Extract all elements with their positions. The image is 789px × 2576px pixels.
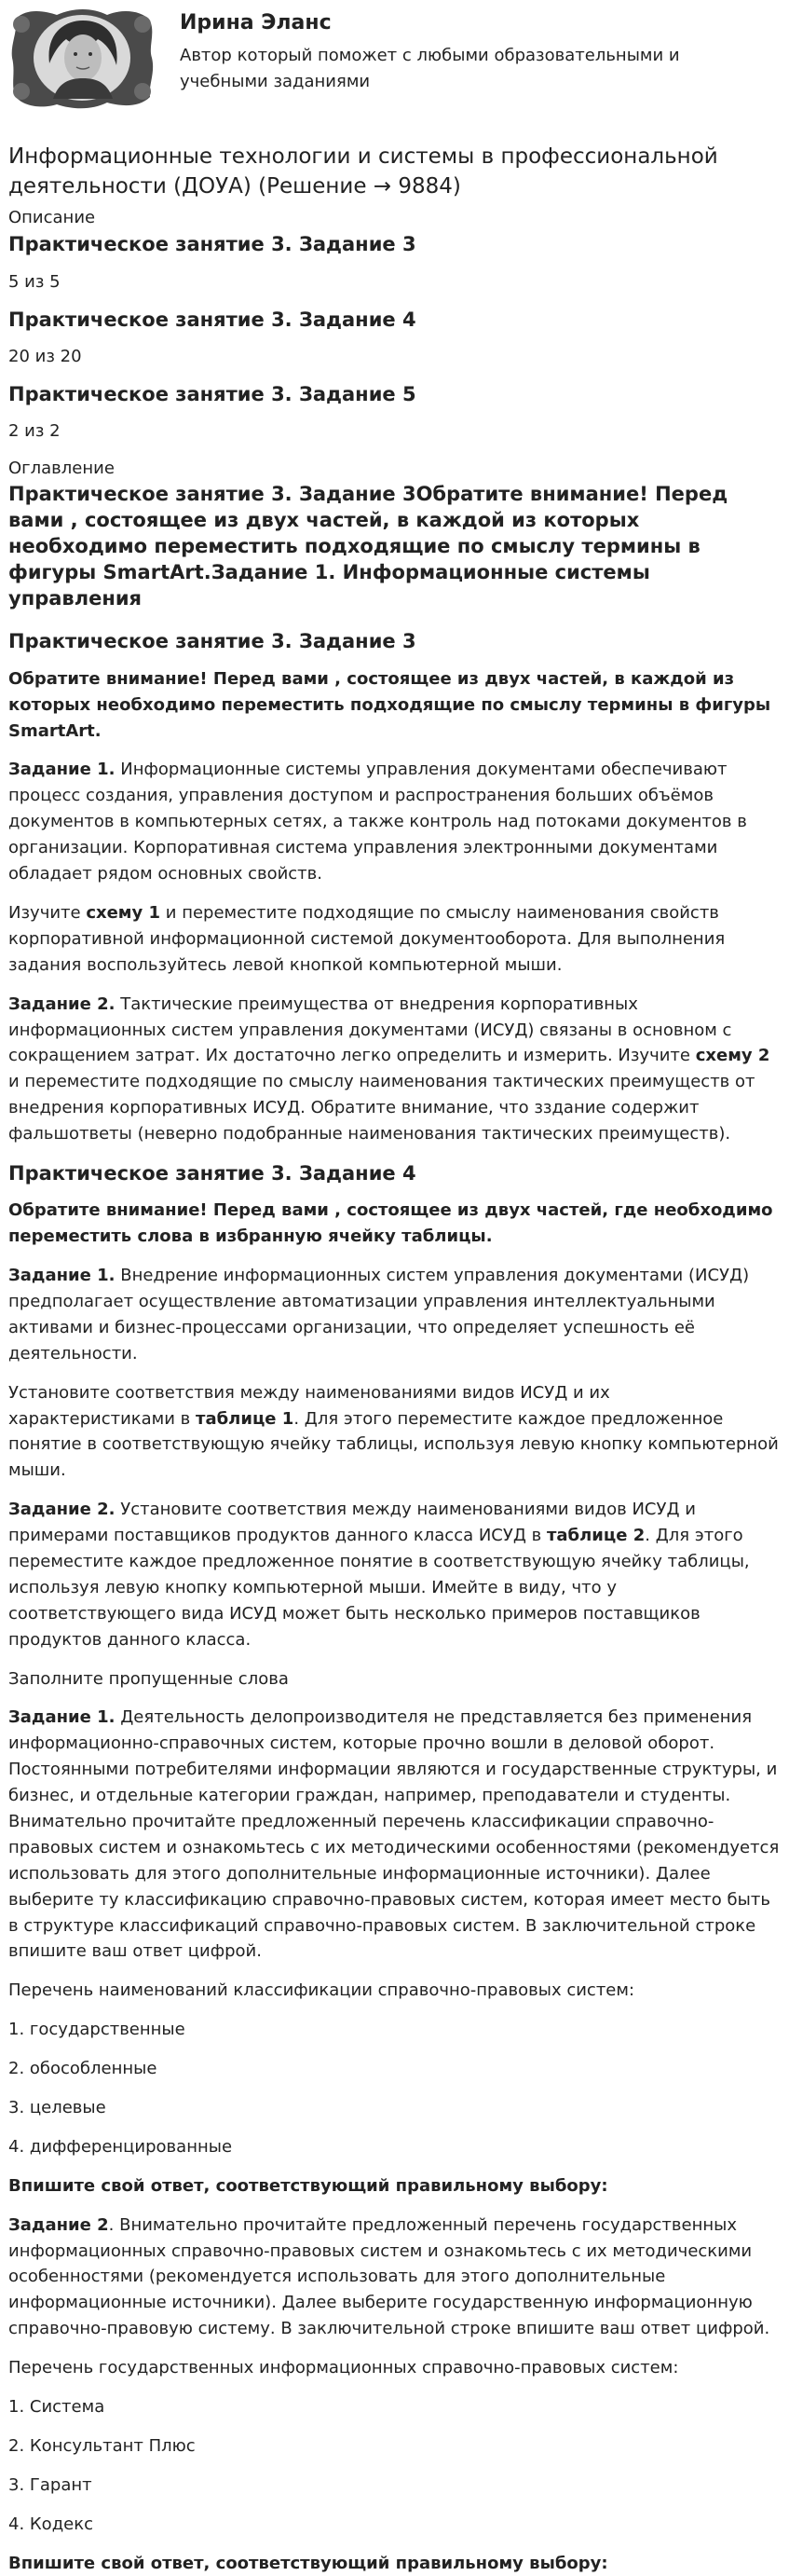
task5-p2-label: Задание 2 xyxy=(8,2214,109,2235)
author-description: Автор который поможет с любыми образовательными и учебными заданиями xyxy=(180,45,680,91)
task5-paragraph-2 xyxy=(8,2213,781,2342)
toc-link[interactable]: Практическое занятие 3. Задание 3Обратите внимание! Перед вами , состоящее из двух частей, в каждой из которых необходимо переместить подходящие по смыслу термины в фигуры SmartArt.Задание 1. Информационные системы управления xyxy=(8,482,728,610)
task3-p1-text: Информационные системы управления документами обеспечивают процесс создания, управления доступом и распространения больших объёмов документов в компьютерных сетях, а также контроль над потоками документов в организации. Корпоративная система управления электронными документами обладает рядом основных свойств. xyxy=(8,760,747,884)
task3-p3-text-a: Тактические преимущества от внедрения корпоративных информационных систем управления документами (ИСУД) связаны в основном с сокращением затрат. Их достаточно легко определить и измерить. Изучите xyxy=(8,993,732,1066)
task4-p3-bold: таблице 2 xyxy=(546,1526,646,1546)
result-title-2: Практическое занятие 3. Задание 4 xyxy=(8,308,416,331)
task3-paragraph-2 xyxy=(8,900,781,979)
result-score-1: 5 из 5 xyxy=(8,271,61,292)
task3-paragraph-1 xyxy=(8,757,781,886)
list-item: 2. Консультант Плюс xyxy=(8,2435,196,2456)
task5-intro: Заполните пропущенные слова xyxy=(8,1668,289,1689)
task5-p1-text: Деятельность делопроизводителя не представляется без применения информационно-справочных систем, которые прочно вошли в деловой оборот. Постоянными потребителями информации являются и государственные структуры, и бизнес, и отдельные категории граждан, например, преподаватели и студенты. Внимательно прочитайте предложенный перечень классификации справочно-правовых систем и ознакомьтесь с их методическими особенностями (рекомендуется использовать для этого дополнительные информационные источники). Далее выберите ту классификацию справочно-правовых систем, которая имеет место быть в структуре классификаций справочно-правовых систем. В заключительной строке впишите ваш ответ цифрой. xyxy=(8,1707,780,1962)
task4-p2-text-b: . Для этого переместите каждое предложенное понятие в соответствующую ячейку таблицы, используя левую кнопку компьютерной мыши. xyxy=(8,1408,779,1481)
work-title: Информационные технологии и системы в профессиональной деятельности (ДОУА) (Решение → 9884) xyxy=(8,144,718,199)
task4-paragraph-2 xyxy=(8,1380,781,1485)
toc-label: Оглавление xyxy=(8,458,115,478)
task5-paragraph-1 xyxy=(8,1705,781,1965)
task3-title: Практическое занятие 3. Задание 3 xyxy=(8,630,416,653)
task4-paragraph-3 xyxy=(8,1497,781,1652)
task3-p3-label: Задание 2. xyxy=(8,993,116,1014)
author-name[interactable]: Ирина Эланс xyxy=(180,11,332,34)
task4-p3-text-a: Установите соответствия между наименованиями видов ИСУД и примерами поставщиков продуктов данного класса ИСУД в xyxy=(8,1500,696,1546)
task4-p1-label: Задание 1. xyxy=(8,1266,116,1286)
result-title-3: Практическое занятие 3. Задание 5 xyxy=(8,382,416,405)
list-item: 4. дифференцированные xyxy=(8,2136,233,2157)
task4-p3-text-b: . Для этого переместите каждое предложенное понятие в соответствующую ячейку таблицы, используя левую кнопку компьютерной мыши. Имейте в виду, что у соответствующего вида ИСУД может быть несколько примеров поставщиков продуктов данного класса. xyxy=(8,1526,750,1650)
task4-p2-bold: таблице 1 xyxy=(196,1408,294,1429)
task3-p2-text-b: и переместите подходящие по смыслу наименования свойств корпоративной информационной системой документооборота. Для выполнения задания воспользуйтесь левой кнопкой компьютерной мыши. xyxy=(8,902,726,975)
task3-paragraph-3 xyxy=(8,992,781,1147)
list-item: 4. Кодекс xyxy=(8,2514,93,2534)
task3-notice: Обратите внимание! Перед вами , состоящее из двух частей, в каждой из которых необходимо переместить подходящие по смыслу термины в фигуры SmartArt. xyxy=(8,668,771,741)
task3-p1-label: Задание 1. xyxy=(8,760,116,780)
task3-p2-text-a: Изучите xyxy=(8,902,87,923)
task4-notice: Обратите внимание! Перед вами , состоящее из двух частей, где необходимо переместить слова в избранную ячейку таблицы. xyxy=(8,1200,773,1247)
task4-p3-label: Задание 2. xyxy=(8,1500,116,1520)
result-score-3: 2 из 2 xyxy=(8,421,61,442)
task5-p1-label: Задание 1. xyxy=(8,1707,116,1728)
task3-p3-text-b: и переместите подходящие по смыслу наименования тактических преимуществ от внедрения корпоративных ИСУД. Обратите внимание, что зздание содержит фальшответы (неверно подобранные наименования тактических преимуществ). xyxy=(8,1072,755,1144)
result-score-2: 20 из 20 xyxy=(8,346,82,366)
task4-paragraph-1 xyxy=(8,1263,781,1367)
task5-list1-title: Перечень наименований классификации справочно-правовых систем: xyxy=(8,1980,635,2001)
list-item: 2. обособленные xyxy=(8,2059,157,2079)
task4-p1-text: Внедрение информационных систем управления документами (ИСУД) предполагает осуществление автоматизации управления интеллектуальными активами и бизнес-процессами организации, что определяет успешность её деятельности. xyxy=(8,1266,750,1363)
task5-list2-title: Перечень государственных информационных справочно-правовых систем: xyxy=(8,2358,679,2378)
task4-title: Практическое занятие 3. Задание 4 xyxy=(8,1161,416,1185)
author-card xyxy=(8,0,781,123)
list-item: 3. целевые xyxy=(8,2098,106,2118)
list-item: 3. Гарант xyxy=(8,2474,92,2495)
task3-p3-bold: схему 2 xyxy=(695,1046,770,1066)
task3-p2-bold: схему 1 xyxy=(86,902,161,923)
task5-list-1 xyxy=(8,2017,781,2160)
list-item: 1. Система xyxy=(8,2397,105,2418)
author-info xyxy=(180,6,757,94)
author-avatar[interactable] xyxy=(8,6,156,110)
task5-list-2 xyxy=(8,2394,781,2538)
task5-answer-prompt-2: Впишите свой ответ, соответствующий правильному выбору: xyxy=(8,2553,608,2573)
result-title-1: Практическое занятие 3. Задание 3 xyxy=(8,233,416,256)
list-item: 1. государственные xyxy=(8,2020,185,2040)
task4-p2-text-a: Установите соответствия между наименованиями видов ИСУД и их характеристиками в xyxy=(8,1382,610,1429)
task5-answer-prompt-1: Впишите свой ответ, соответствующий правильному выбору: xyxy=(8,2175,608,2196)
description-label: Описание xyxy=(8,208,96,228)
task5-p2-text: . Внимательно прочитайте предложенный перечень государственных информационных справочно-правовых систем и ознакомьтесь с их методическими особенностями (рекомендуется использовать для этого дополнительные информационные источники). Далее выберите государственную информационную справочно-правовую систему. В заключительной строке впишите ваш ответ цифрой. xyxy=(8,2214,770,2339)
